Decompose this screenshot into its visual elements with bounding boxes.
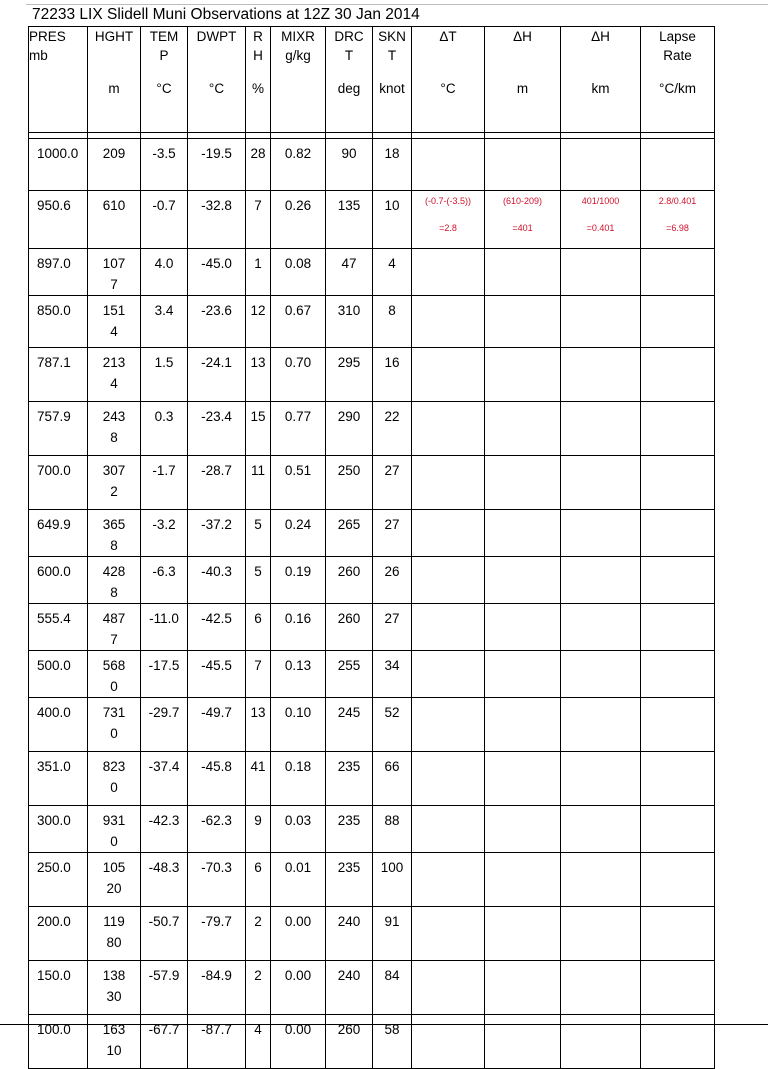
column-header-line1: ΔT xyxy=(439,29,457,44)
cell-rh: 13 xyxy=(246,698,271,752)
cell-drct: 295 xyxy=(326,348,373,402)
cell-rh: 15 xyxy=(246,402,271,456)
cell-delta-h-m xyxy=(485,806,561,853)
cell-rh: 6 xyxy=(246,853,271,907)
cell-lapse-rate xyxy=(641,510,715,557)
cell-temp: -29.7 xyxy=(141,698,188,752)
cell-mixr: 0.18 xyxy=(271,752,326,806)
cell-hght: 4877 xyxy=(88,604,141,651)
cell-hght: 3072 xyxy=(88,456,141,510)
cell-mixr: 0.00 xyxy=(271,907,326,961)
cell-rh: 4 xyxy=(246,1015,271,1069)
cell-pres: 555.4 xyxy=(29,604,88,651)
cell-dwpt: -84.9 xyxy=(188,961,246,1015)
column-header-line3: deg xyxy=(337,81,361,96)
cell-delta-h-m xyxy=(485,907,561,961)
cell-rh: 1 xyxy=(246,249,271,296)
column-header xyxy=(141,27,188,133)
cell-drct: 265 xyxy=(326,510,373,557)
cell-hght: 11980 xyxy=(88,907,141,961)
cell-drct: 235 xyxy=(326,853,373,907)
table-row xyxy=(29,853,715,907)
cell-sknt: 18 xyxy=(373,139,412,191)
cell-dwpt: -45.5 xyxy=(188,651,246,698)
cell-pres: 250.0 xyxy=(29,853,88,907)
cell-drct: 235 xyxy=(326,752,373,806)
cell-mixr: 0.10 xyxy=(271,698,326,752)
column-header-line3: m xyxy=(516,81,529,96)
column-header xyxy=(373,27,412,133)
cell-temp: 1.5 xyxy=(141,348,188,402)
cell-pres: 787.1 xyxy=(29,348,88,402)
cell-delta-h-km xyxy=(561,402,641,456)
cell-pres: 850.0 xyxy=(29,296,88,348)
cell-delta-h-km xyxy=(561,557,641,604)
cell-delta-h-m xyxy=(485,191,561,249)
cell-delta-h-m xyxy=(485,139,561,191)
cell-hght: 2134 xyxy=(88,348,141,402)
cell-mixr: 0.08 xyxy=(271,249,326,296)
cell-sknt: 27 xyxy=(373,510,412,557)
lapse-rate-expression: 2.8/0.401 xyxy=(658,196,697,206)
observations-table xyxy=(28,26,715,1069)
cell-rh: 28 xyxy=(246,139,271,191)
column-header xyxy=(246,27,271,133)
table-row xyxy=(29,961,715,1015)
cell-delta-h-m xyxy=(485,752,561,806)
cell-hght: 2438 xyxy=(88,402,141,456)
column-header-line2 xyxy=(188,46,245,65)
cell-temp: -42.3 xyxy=(141,806,188,853)
delta-h-km-expression: 401/1000 xyxy=(581,196,620,206)
cell-delta-t xyxy=(412,806,485,853)
cell-pres: 500.0 xyxy=(29,651,88,698)
column-header xyxy=(271,27,326,133)
cell-rh: 7 xyxy=(246,191,271,249)
cell-temp: -3.2 xyxy=(141,510,188,557)
cell-sknt: 52 xyxy=(373,698,412,752)
cell-delta-h-km xyxy=(561,191,641,249)
column-header-line3 xyxy=(29,79,87,98)
column-header-line1: PRES xyxy=(29,29,66,44)
cell-dwpt: -70.3 xyxy=(188,853,246,907)
cell-delta-t xyxy=(412,402,485,456)
cell-delta-h-km xyxy=(561,651,641,698)
cell-hght: 3658 xyxy=(88,510,141,557)
cell-delta-h-km xyxy=(561,510,641,557)
cell-rh: 12 xyxy=(246,296,271,348)
cell-hght: 209 xyxy=(88,139,141,191)
column-header xyxy=(412,27,485,133)
column-header-line2 xyxy=(412,46,484,65)
cell-delta-t xyxy=(412,604,485,651)
cell-pres: 200.0 xyxy=(29,907,88,961)
cell-delta-h-m xyxy=(485,604,561,651)
cell-delta-t xyxy=(412,191,485,249)
table-row xyxy=(29,348,715,402)
column-header-line1: MIXR xyxy=(281,29,315,44)
column-header-line1: Lapse xyxy=(659,29,696,44)
table-header xyxy=(29,27,715,139)
cell-mixr: 0.19 xyxy=(271,557,326,604)
column-header-line2: g/kg xyxy=(285,48,311,63)
cell-delta-h-km xyxy=(561,853,641,907)
column-header-line2: H xyxy=(253,48,263,63)
table-row xyxy=(29,296,715,348)
column-header-line1: SKN xyxy=(378,29,406,44)
cell-sknt: 27 xyxy=(373,604,412,651)
cell-mixr: 0.70 xyxy=(271,348,326,402)
cell-drct: 47 xyxy=(326,249,373,296)
cell-pres: 757.9 xyxy=(29,402,88,456)
cell-delta-h-km xyxy=(561,249,641,296)
column-header-line2: Rate xyxy=(663,48,692,63)
cell-dwpt: -23.6 xyxy=(188,296,246,348)
cell-temp: -1.7 xyxy=(141,456,188,510)
cell-drct: 290 xyxy=(326,402,373,456)
table-row xyxy=(29,191,715,249)
cell-delta-h-km xyxy=(561,806,641,853)
cell-rh: 13 xyxy=(246,348,271,402)
cell-dwpt: -45.8 xyxy=(188,752,246,806)
column-header-line3: m xyxy=(108,81,120,96)
column-header xyxy=(29,27,88,133)
cell-sknt: 100 xyxy=(373,853,412,907)
cell-delta-h-m xyxy=(485,961,561,1015)
cell-rh: 5 xyxy=(246,510,271,557)
cell-temp: -11.0 xyxy=(141,604,188,651)
cell-lapse-rate xyxy=(641,853,715,907)
cell-lapse-rate xyxy=(641,651,715,698)
delta-t-result: =2.8 xyxy=(439,223,457,233)
cell-delta-h-km xyxy=(561,907,641,961)
table-row xyxy=(29,698,715,752)
cell-delta-h-m xyxy=(485,296,561,348)
cell-mixr: 0.03 xyxy=(271,806,326,853)
cell-dwpt: -45.0 xyxy=(188,249,246,296)
cell-delta-t xyxy=(412,698,485,752)
cell-pres: 897.0 xyxy=(29,249,88,296)
column-header-line2 xyxy=(561,46,640,65)
cell-rh: 7 xyxy=(246,651,271,698)
cell-sknt: 4 xyxy=(373,249,412,296)
cell-sknt: 84 xyxy=(373,961,412,1015)
cell-sknt: 22 xyxy=(373,402,412,456)
table-row xyxy=(29,557,715,604)
cell-lapse-rate xyxy=(641,961,715,1015)
column-header-line2: mb xyxy=(29,48,48,63)
cell-dwpt: -40.3 xyxy=(188,557,246,604)
cell-drct: 260 xyxy=(326,557,373,604)
cell-pres: 300.0 xyxy=(29,806,88,853)
cell-lapse-rate xyxy=(641,698,715,752)
column-header xyxy=(88,27,141,133)
cell-hght: 10520 xyxy=(88,853,141,907)
cell-dwpt: -23.4 xyxy=(188,402,246,456)
cell-drct: 135 xyxy=(326,191,373,249)
cell-sknt: 34 xyxy=(373,651,412,698)
cell-delta-t xyxy=(412,456,485,510)
cell-pres: 100.0 xyxy=(29,1015,88,1069)
cell-delta-h-km xyxy=(561,456,641,510)
cell-hght: 9310 xyxy=(88,806,141,853)
cell-mixr: 0.24 xyxy=(271,510,326,557)
delta-h-m-result: =401 xyxy=(512,223,533,233)
cell-sknt: 66 xyxy=(373,752,412,806)
cell-lapse-rate xyxy=(641,139,715,191)
cell-mixr: 0.82 xyxy=(271,139,326,191)
column-header xyxy=(561,27,641,133)
cell-mixr: 0.26 xyxy=(271,191,326,249)
column-header-line3: % xyxy=(251,81,264,96)
cell-lapse-rate xyxy=(641,249,715,296)
cell-mixr: 0.13 xyxy=(271,651,326,698)
column-header-line1: DRC xyxy=(334,29,364,44)
column-header-line2 xyxy=(88,46,140,65)
cell-sknt: 27 xyxy=(373,456,412,510)
cell-hght: 8230 xyxy=(88,752,141,806)
cell-temp: -50.7 xyxy=(141,907,188,961)
cell-mixr: 0.00 xyxy=(271,1015,326,1069)
cell-lapse-rate xyxy=(641,806,715,853)
cell-pres: 150.0 xyxy=(29,961,88,1015)
cell-delta-h-km xyxy=(561,961,641,1015)
cell-delta-h-m xyxy=(485,402,561,456)
cell-mixr: 0.01 xyxy=(271,853,326,907)
cell-delta-t xyxy=(412,510,485,557)
cell-hght: 1514 xyxy=(88,296,141,348)
cell-pres: 1000.0 xyxy=(29,139,88,191)
cell-hght: 7310 xyxy=(88,698,141,752)
page-top-rule xyxy=(26,4,768,5)
table-row xyxy=(29,402,715,456)
cell-temp: -3.5 xyxy=(141,139,188,191)
table-row xyxy=(29,907,715,961)
cell-delta-h-km xyxy=(561,139,641,191)
cell-dwpt: -19.5 xyxy=(188,139,246,191)
cell-delta-t xyxy=(412,752,485,806)
cell-drct: 255 xyxy=(326,651,373,698)
column-header-line2: T xyxy=(344,48,354,63)
cell-lapse-rate xyxy=(641,456,715,510)
delta-t-expression: (-0.7-(-3.5)) xyxy=(424,196,471,206)
cell-delta-t xyxy=(412,348,485,402)
cell-delta-h-m xyxy=(485,249,561,296)
cell-lapse-rate xyxy=(641,348,715,402)
cell-lapse-rate xyxy=(641,191,715,249)
cell-delta-h-m xyxy=(485,456,561,510)
column-header-line3 xyxy=(271,79,325,98)
column-header xyxy=(485,27,561,133)
cell-delta-h-m xyxy=(485,853,561,907)
cell-sknt: 58 xyxy=(373,1015,412,1069)
cell-delta-h-m xyxy=(485,698,561,752)
cell-delta-h-m xyxy=(485,557,561,604)
cell-hght: 13830 xyxy=(88,961,141,1015)
cell-mixr: 0.51 xyxy=(271,456,326,510)
cell-delta-h-km xyxy=(561,698,641,752)
cell-temp: 0.3 xyxy=(141,402,188,456)
cell-drct: 250 xyxy=(326,456,373,510)
cell-lapse-rate xyxy=(641,604,715,651)
cell-temp: -0.7 xyxy=(141,191,188,249)
table-row xyxy=(29,456,715,510)
column-header xyxy=(188,27,246,133)
column-header xyxy=(641,27,715,133)
cell-delta-h-km xyxy=(561,604,641,651)
cell-delta-h-m xyxy=(485,510,561,557)
cell-drct: 260 xyxy=(326,604,373,651)
column-header-line1: ΔH xyxy=(591,29,610,44)
column-header-line3: °C xyxy=(208,81,225,96)
cell-rh: 2 xyxy=(246,907,271,961)
cell-rh: 2 xyxy=(246,961,271,1015)
delta-h-m-expression: (610-209) xyxy=(502,196,543,206)
cell-dwpt: -42.5 xyxy=(188,604,246,651)
cell-dwpt: -24.1 xyxy=(188,348,246,402)
cell-delta-h-m xyxy=(485,348,561,402)
cell-mixr: 0.67 xyxy=(271,296,326,348)
cell-lapse-rate xyxy=(641,907,715,961)
cell-hght: 1077 xyxy=(88,249,141,296)
cell-delta-t xyxy=(412,296,485,348)
header-row xyxy=(29,27,715,133)
document-title: 72233 LIX Slidell Muni Observations at 12Z 30 Jan 2014 xyxy=(32,6,420,23)
cell-lapse-rate xyxy=(641,752,715,806)
cell-pres: 649.9 xyxy=(29,510,88,557)
cell-drct: 245 xyxy=(326,698,373,752)
table-row xyxy=(29,651,715,698)
column-header-line3: °C/km xyxy=(659,81,696,96)
cell-lapse-rate xyxy=(641,296,715,348)
cell-lapse-rate xyxy=(641,1015,715,1069)
cell-mixr: 0.77 xyxy=(271,402,326,456)
cell-delta-h-m xyxy=(485,651,561,698)
table-row xyxy=(29,806,715,853)
cell-delta-t xyxy=(412,651,485,698)
cell-sknt: 91 xyxy=(373,907,412,961)
cell-delta-t xyxy=(412,907,485,961)
cell-rh: 5 xyxy=(246,557,271,604)
cell-pres: 351.0 xyxy=(29,752,88,806)
cell-dwpt: -28.7 xyxy=(188,456,246,510)
column-header-line2: T xyxy=(387,48,397,63)
cell-drct: 240 xyxy=(326,907,373,961)
cell-drct: 240 xyxy=(326,961,373,1015)
column-header-line3: knot xyxy=(379,81,405,96)
cell-dwpt: -32.8 xyxy=(188,191,246,249)
cell-dwpt: -79.7 xyxy=(188,907,246,961)
cell-delta-t xyxy=(412,139,485,191)
cell-delta-h-km xyxy=(561,296,641,348)
cell-rh: 41 xyxy=(246,752,271,806)
cell-delta-t xyxy=(412,249,485,296)
cell-rh: 11 xyxy=(246,456,271,510)
cell-drct: 235 xyxy=(326,806,373,853)
column-header-line2: P xyxy=(159,48,169,63)
cell-dwpt: -62.3 xyxy=(188,806,246,853)
table-row xyxy=(29,139,715,191)
cell-pres: 700.0 xyxy=(29,456,88,510)
cell-delta-t xyxy=(412,1015,485,1069)
cell-hght: 16310 xyxy=(88,1015,141,1069)
table-row xyxy=(29,604,715,651)
cell-delta-h-m xyxy=(485,1015,561,1069)
cell-delta-h-km xyxy=(561,1015,641,1069)
cell-hght: 5680 xyxy=(88,651,141,698)
table-row xyxy=(29,510,715,557)
cell-temp: -17.5 xyxy=(141,651,188,698)
cell-sknt: 88 xyxy=(373,806,412,853)
cell-pres: 400.0 xyxy=(29,698,88,752)
cell-drct: 90 xyxy=(326,139,373,191)
table-row xyxy=(29,1015,715,1069)
cell-dwpt: -37.2 xyxy=(188,510,246,557)
table-row xyxy=(29,752,715,806)
column-header-line1: ΔH xyxy=(513,29,532,44)
cell-rh: 6 xyxy=(246,604,271,651)
column-header-line1: HGHT xyxy=(94,29,134,44)
cell-hght: 610 xyxy=(88,191,141,249)
cell-pres: 600.0 xyxy=(29,557,88,604)
cell-lapse-rate xyxy=(641,402,715,456)
cell-pres: 950.6 xyxy=(29,191,88,249)
column-header-line1: R xyxy=(253,29,263,44)
cell-drct: 310 xyxy=(326,296,373,348)
cell-dwpt: -49.7 xyxy=(188,698,246,752)
cell-rh: 9 xyxy=(246,806,271,853)
cell-temp: -48.3 xyxy=(141,853,188,907)
cell-delta-t xyxy=(412,961,485,1015)
column-header-line3: km xyxy=(591,81,610,96)
page-bottom-rule xyxy=(0,1024,768,1025)
cell-delta-h-km xyxy=(561,752,641,806)
table-body xyxy=(29,139,715,1069)
delta-h-km-result: =0.401 xyxy=(586,223,615,233)
cell-drct: 260 xyxy=(326,1015,373,1069)
cell-mixr: 0.00 xyxy=(271,961,326,1015)
column-header-line1: TEM xyxy=(149,29,179,44)
cell-mixr: 0.16 xyxy=(271,604,326,651)
table-row xyxy=(29,249,715,296)
cell-temp: 4.0 xyxy=(141,249,188,296)
cell-sknt: 16 xyxy=(373,348,412,402)
column-header-line1: DWPT xyxy=(196,29,237,44)
cell-sknt: 8 xyxy=(373,296,412,348)
cell-dwpt: -87.7 xyxy=(188,1015,246,1069)
cell-temp: 3.4 xyxy=(141,296,188,348)
cell-delta-t xyxy=(412,557,485,604)
column-header-line2 xyxy=(485,46,560,65)
cell-sknt: 26 xyxy=(373,557,412,604)
column-header-line3: °C xyxy=(440,81,456,96)
cell-temp: -37.4 xyxy=(141,752,188,806)
cell-temp: -67.7 xyxy=(141,1015,188,1069)
cell-lapse-rate xyxy=(641,557,715,604)
cell-temp: -6.3 xyxy=(141,557,188,604)
cell-delta-h-km xyxy=(561,348,641,402)
cell-delta-t xyxy=(412,853,485,907)
cell-hght: 4288 xyxy=(88,557,141,604)
column-header xyxy=(326,27,373,133)
cell-sknt: 10 xyxy=(373,191,412,249)
column-header-line3: °C xyxy=(156,81,172,96)
lapse-rate-result: =6.98 xyxy=(666,223,689,233)
cell-temp: -57.9 xyxy=(141,961,188,1015)
